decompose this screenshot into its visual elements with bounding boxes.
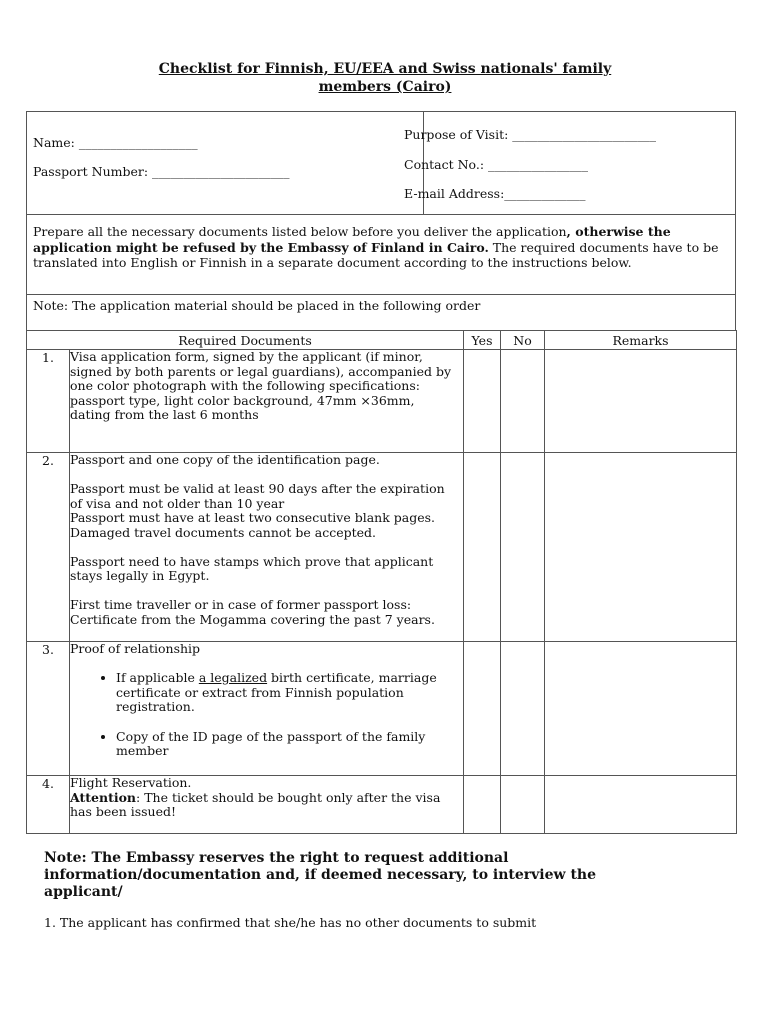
list-item: • Copy of the ID page of the passport of the family member	[116, 730, 463, 759]
remarks-cell[interactable]	[545, 642, 737, 776]
embassy-note: Note: The Embassy reserves the right to request additional information/documentation and, if deemed necessary, to interview the applicant/	[44, 850, 597, 900]
document-title-line-1: Checklist for Finnish, EU/EEA and Swiss nationals' family	[158, 61, 612, 77]
applicant-info-box	[26, 111, 736, 215]
passport-number-field[interactable]: Passport Number: ______________________	[33, 164, 290, 179]
row-number: 1.	[27, 350, 70, 453]
applicant-confirmation: 1. The applicant has confirmed that she/he has no other documents to submit	[44, 915, 537, 930]
no-checkbox-cell[interactable]	[501, 350, 545, 453]
yes-checkbox-cell[interactable]	[464, 350, 501, 453]
required-documents-table	[26, 330, 737, 834]
no-checkbox-cell[interactable]	[501, 642, 545, 776]
table-row	[27, 642, 737, 776]
email-address-field[interactable]: E-mail Address:_____________	[404, 186, 586, 201]
purpose-of-visit-field[interactable]: Purpose of Visit: _______________________	[404, 127, 657, 142]
row-description: Passport and one copy of the identification page. Passport must be valid at least 90 days after the expiration of visa and not older than 10 year Passport must have at least two consecutive blank pages. Damaged travel documents cannot be accepted. Passport need to have stamps which prove that applicant stays legally in Egypt. First time traveller or in case of former passport loss: Certificate from the Mogamma covering the past 7 years.	[70, 453, 464, 642]
list-item: • If applicable a legalized birth certificate, marriage certificate or extract from Finnish population registration.	[116, 671, 463, 715]
row-number: 2.	[27, 453, 70, 642]
table-row	[27, 776, 737, 834]
legalized-emphasis: a legalized	[198, 670, 268, 685]
instructions-part-1: Prepare all the necessary documents listed below before you deliver the application	[33, 224, 567, 239]
instructions-part-2: The required documents have to be translated into English or Finnish in a separate document according to the instructions below.	[33, 239, 719, 270]
contact-number-field[interactable]: Contact No.: ________________	[404, 157, 589, 172]
instructions-text	[33, 224, 723, 271]
yes-checkbox-cell[interactable]	[464, 642, 501, 776]
row-number: 3.	[27, 642, 70, 776]
table-row	[27, 350, 737, 453]
name-field[interactable]: Name: ___________________	[33, 135, 198, 150]
row-description: Proof of relationship • If applicable a legalized birth certificate, marriage certificate or extract from Finnish population registration. • Copy of the ID page of the passport of the family member	[70, 642, 464, 776]
order-note-box	[26, 294, 736, 331]
instructions-warning: , otherwise the application might be refused by the Embassy of Finland in Cairo.	[33, 224, 671, 255]
no-checkbox-cell[interactable]	[501, 776, 545, 834]
row-description: Flight Reservation. Attention: The ticket should be bought only after the visa has been issued!	[70, 776, 464, 834]
remarks-cell[interactable]	[545, 350, 737, 453]
table-row	[27, 453, 737, 642]
yes-checkbox-cell[interactable]	[464, 776, 501, 834]
header-yes: Yes	[464, 331, 501, 350]
header-no: No	[501, 331, 545, 350]
row-description: Visa application form, signed by the applicant (if minor, signed by both parents or legal guardians), accompanied by one color photograph with the following specifications: passport type, light color background, 47mm ×36mm, dating from the last 6 months	[70, 350, 464, 453]
remarks-cell[interactable]	[545, 776, 737, 834]
instructions-box	[26, 214, 736, 295]
table-header-row	[27, 331, 737, 350]
order-note-text: Note: The application material should be placed in the following order	[33, 298, 481, 313]
attention-label: Attention	[70, 789, 137, 805]
relationship-documents-list	[70, 671, 463, 759]
document-title-line-2: members (Cairo)	[318, 79, 452, 95]
header-required-documents: Required Documents	[27, 331, 464, 350]
header-remarks: Remarks	[545, 331, 737, 350]
row-number: 4.	[27, 776, 70, 834]
no-checkbox-cell[interactable]	[501, 453, 545, 642]
yes-checkbox-cell[interactable]	[464, 453, 501, 642]
remarks-cell[interactable]	[545, 453, 737, 642]
